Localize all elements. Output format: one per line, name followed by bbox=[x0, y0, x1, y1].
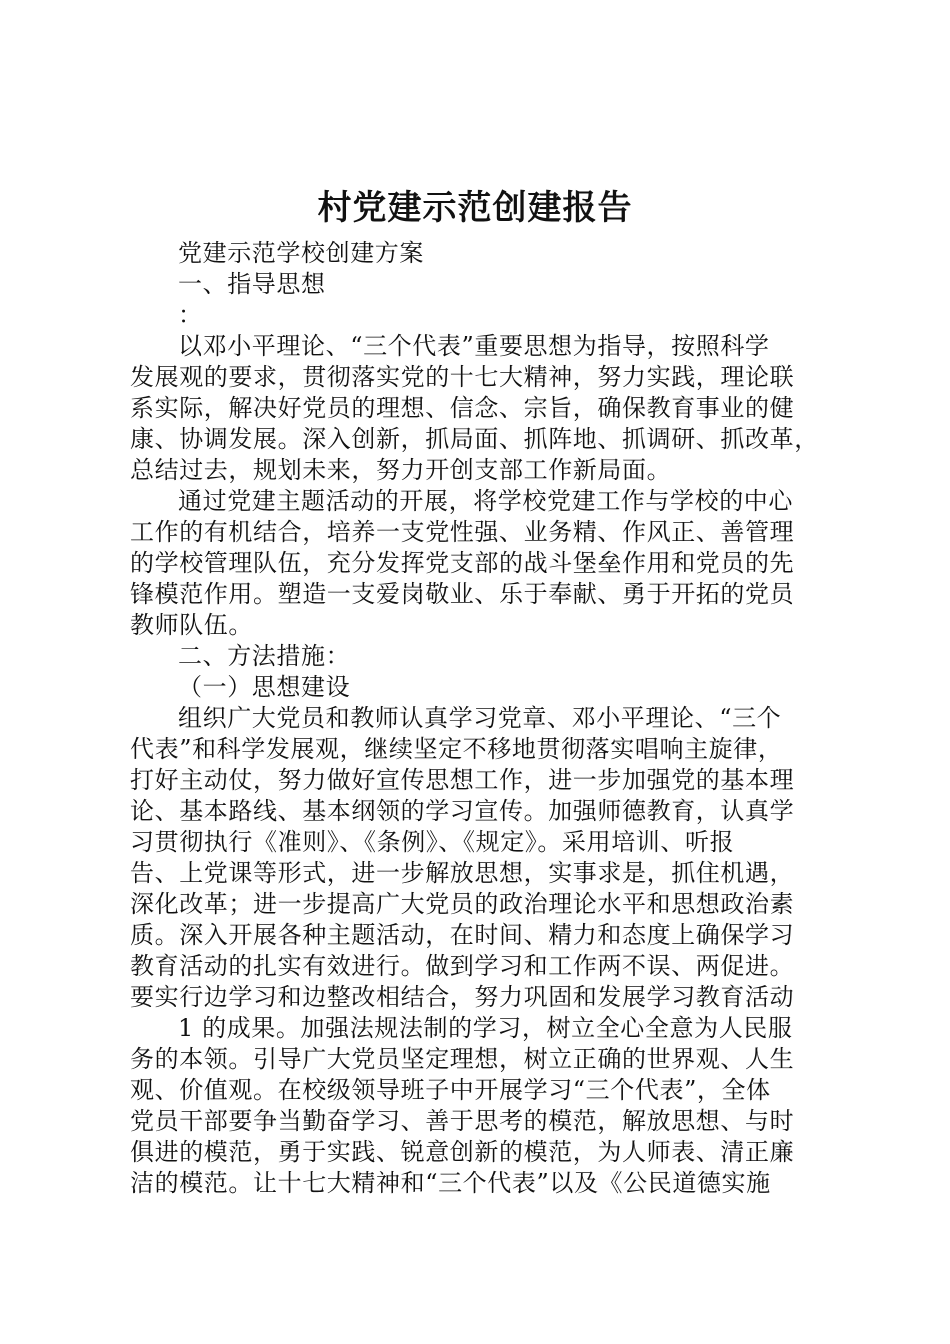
paragraph-line: 论、基本路线、基本纲领的学习宣传。加强师德教育，认真学 bbox=[130, 797, 795, 825]
paragraph-line: 锋模范作用。塑造一支爱岗敬业、乐于奉献、勇于开拓的党员 bbox=[130, 580, 795, 608]
paragraph-line: 通过党建主题活动的开展，将学校党建工作与学校的中心 bbox=[178, 487, 793, 515]
paragraph-line: 习贯彻执行《准则》、《条例》、《规定》。采用培训、听报 bbox=[130, 828, 735, 856]
paragraph-line: 俱进的模范，勇于实践、锐意创新的模范，为人师表、清正廉 bbox=[130, 1138, 795, 1166]
paragraph-line: 组织广大党员和教师认真学习党章、邓小平理论、“三个 bbox=[178, 704, 782, 732]
section-heading: 一、指导思想 bbox=[178, 270, 326, 298]
paragraph-line: 告、上党课等形式，进一步解放思想，实事求是，抓住机遇， bbox=[130, 859, 795, 887]
paragraph-line: 洁的模范。让十七大精神和“三个代表”以及《公民道德实施 bbox=[130, 1169, 771, 1197]
paragraph-line: 代表”和科学发展观，继续坚定不移地贯彻落实唱响主旋律， bbox=[130, 735, 783, 763]
paragraph-line: 以邓小平理论、“三个代表”重要思想为指导，按照科学 bbox=[178, 332, 770, 360]
paragraph-line: 深化改革；进一步提高广大党员的政治理论水平和思想政治素 bbox=[130, 890, 795, 918]
subsection-heading: （一）思想建设 bbox=[178, 673, 351, 701]
paragraph-line: 工作的有机结合，培养一支党性强、业务精、作风正、善管理 bbox=[130, 518, 795, 546]
paragraph-line: 系实际，解决好党员的理想、信念、宗旨，确保教育事业的健 bbox=[130, 394, 795, 422]
paragraph-line: 发展观的要求，贯彻落实党的十七大精神，努力实践，理论联 bbox=[130, 363, 795, 391]
paragraph-line: 总结过去，规划未来，努力开创支部工作新局面。 bbox=[130, 456, 672, 484]
paragraph-line: 打好主动仗，努力做好宣传思想工作，进一步加强党的基本理 bbox=[130, 766, 795, 794]
section-heading: 二、方法措施： bbox=[178, 642, 351, 670]
paragraph-line: 务的本领。引导广大党员坚定理想，树立正确的世界观、人生 bbox=[130, 1045, 795, 1073]
paragraph-line: 的学校管理队伍，充分发挥党支部的战斗堡垒作用和党员的先 bbox=[130, 549, 795, 577]
paragraph-line: 观、价值观。在校级领导班子中开展学习“三个代表”，全体 bbox=[130, 1076, 771, 1104]
paragraph-line: 1 的成果。加强法规法制的学习，树立全心全意为人民服 bbox=[178, 1014, 793, 1042]
document-title: 村党建示范创建报告 bbox=[317, 188, 633, 228]
paragraph-line: 教师队伍。 bbox=[130, 611, 253, 639]
paragraph-line: 党员干部要争当勤奋学习、善于思考的模范，解放思想、与时 bbox=[130, 1107, 795, 1135]
paragraph-line: 质。深入开展各种主题活动，在时间、精力和态度上确保学习 bbox=[130, 921, 795, 949]
paragraph-line: 教育活动的扎实有效进行。做到学习和工作两不误、两促进。 bbox=[130, 952, 795, 980]
paragraph-line: 要实行边学习和边整改相结合，努力巩固和发展学习教育活动 bbox=[130, 983, 795, 1011]
paragraph-line: 康、协调发展。深入创新，抓局面、抓阵地、抓调研、抓改革， bbox=[130, 425, 819, 453]
text-line: 党建示范学校创建方案 bbox=[178, 239, 424, 267]
document-body bbox=[130, 238, 830, 1199]
text-line: ： bbox=[178, 301, 203, 329]
